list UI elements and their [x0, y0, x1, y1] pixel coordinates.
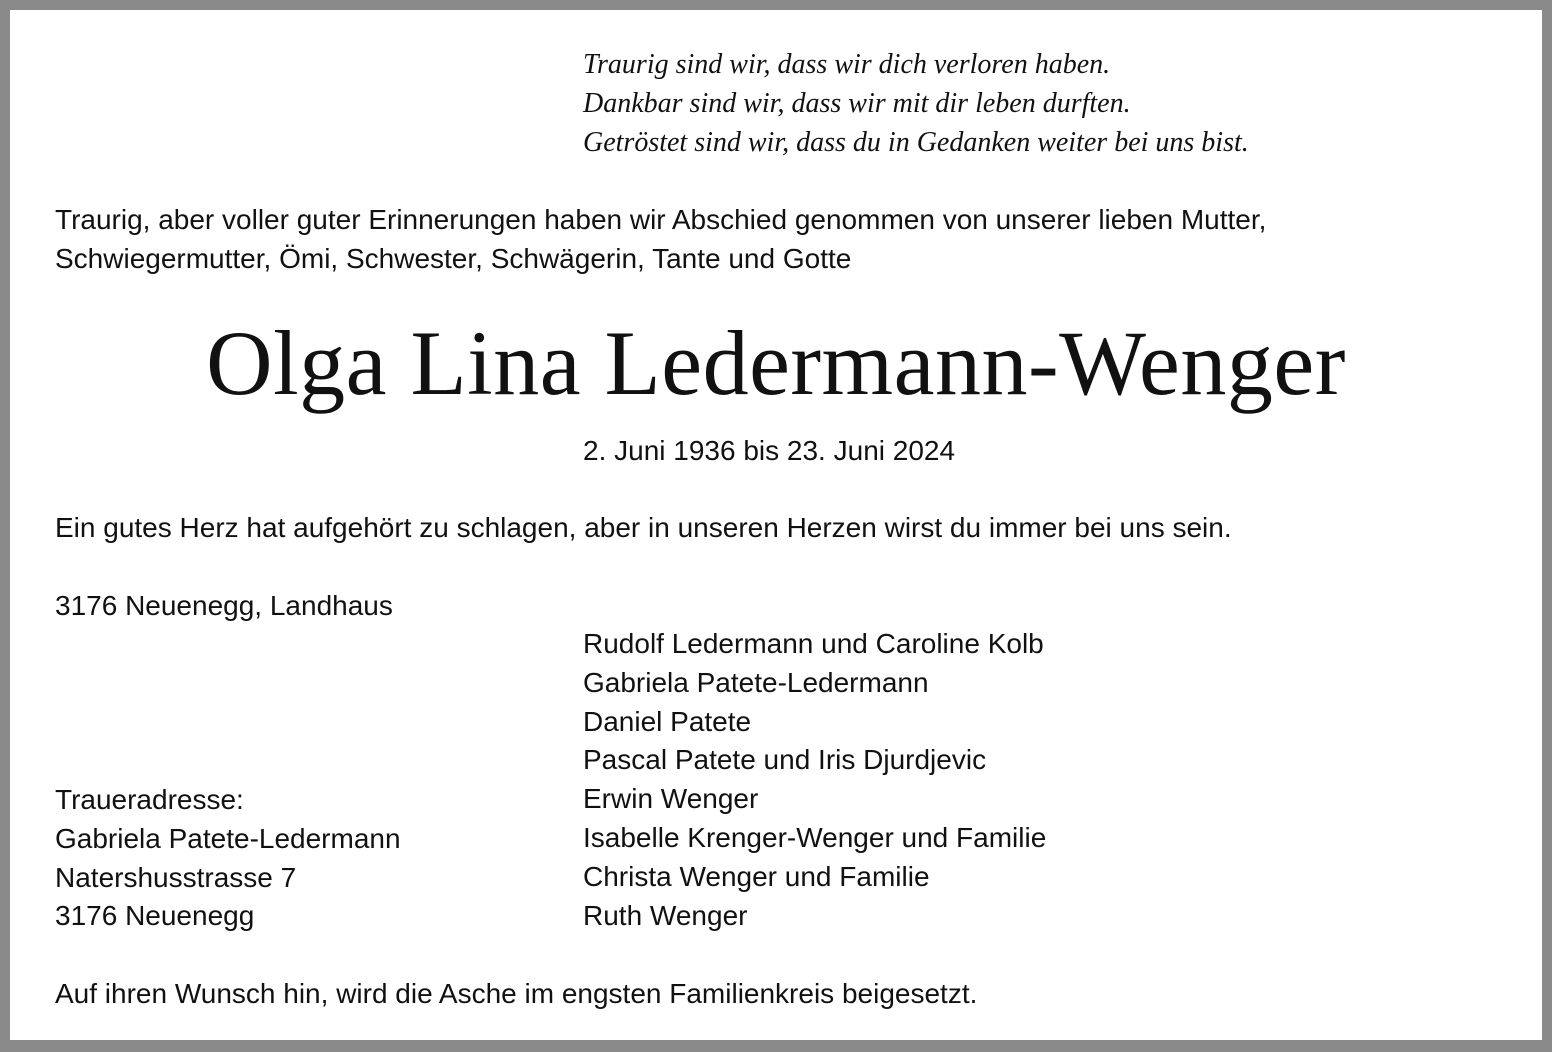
mourner-item: Pascal Patete und Iris Djurdjevic [583, 744, 987, 776]
mourners-list [583, 625, 1046, 935]
closing-line: Auf ihren Wunsch hin, wird die Asche im engsten Familienkreis beigesetzt. [55, 978, 978, 1009]
poem-line: Traurig sind wir, dass wir dich verloren haben. [583, 49, 1111, 80]
mourner-item: Ruth Wenger [583, 899, 748, 931]
intro-text [55, 200, 1266, 278]
mourner-item: Isabelle Krenger-Wenger und Familie [583, 821, 1047, 853]
poem-line: Getröstet sind wir, dass du in Gedanken weiter bei uns bist. [583, 127, 1249, 158]
address-label: Traueradresse: [55, 784, 244, 815]
heart-line: Ein gutes Herz hat aufgehört zu schlagen, aber in unseren Herzen wirst du immer bei uns sein. [55, 512, 1232, 543]
mourning-address [55, 781, 401, 936]
mourner-item: Gabriela Patete-Ledermann [583, 666, 929, 698]
mourner-item: Rudolf Ledermann und Caroline Kolb [583, 628, 1044, 659]
intro-line: Schwiegermutter, Ömi, Schwester, Schwägerin, Tante und Gotte [55, 243, 852, 274]
poem [583, 45, 1249, 162]
mourner-item: Daniel Patete [583, 705, 752, 737]
intro-line: Traurig, aber voller guter Erinnerungen haben wir Abschied genommen von unserer lieben Mutter, [55, 204, 1267, 235]
address-city: 3176 Neuenegg [55, 900, 255, 932]
address-street: Natershusstrasse 7 [55, 861, 297, 893]
life-dates: 2. Juni 1936 bis 23. Juni 2024 [583, 435, 956, 466]
mourner-item: Christa Wenger und Familie [583, 860, 930, 892]
address-name: Gabriela Patete-Ledermann [55, 822, 401, 854]
place-line: 3176 Neuenegg, Landhaus [55, 590, 393, 621]
deceased-name: Olga Lina Ledermann-Wenger [206, 312, 1346, 414]
mourner-item: Erwin Wenger [583, 783, 759, 815]
obituary-notice [10, 10, 1542, 1040]
poem-line: Dankbar sind wir, dass wir mit dir leben durften. [583, 88, 1131, 119]
